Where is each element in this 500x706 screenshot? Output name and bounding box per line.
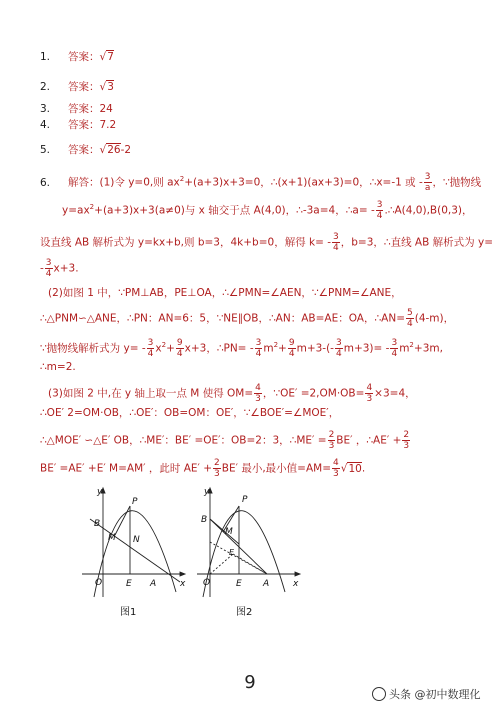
fraction (376, 200, 384, 221)
label-m: M (225, 527, 233, 537)
text: x (155, 342, 162, 355)
denominator: 3 (255, 394, 261, 404)
label-b: B (94, 519, 101, 529)
text: (4-m)， (414, 312, 455, 325)
label-o: O (203, 578, 211, 588)
line-pm (115, 506, 130, 535)
text: .∴A(4,0),B(0,3)， (384, 204, 473, 217)
answer-label: 答案： (68, 103, 100, 115)
text: m+3-(- (296, 342, 334, 355)
toutiao-logo-icon (372, 687, 386, 701)
answer-label: 答案： (68, 51, 100, 63)
denominator: 3 (214, 469, 220, 479)
text: BE′ ，∴AE′ + (336, 434, 402, 447)
label-p: P (132, 497, 138, 507)
numerator: 9 (288, 338, 295, 348)
parabola (94, 511, 176, 597)
text: ∴△MOE′ ∽△E′ OB，∴ME′：BE′ =OE′：OB=2：3，∴ME′ = (40, 434, 327, 447)
label-p: P (242, 495, 248, 505)
denominator: 4 (333, 243, 339, 253)
label-y: y (97, 487, 103, 497)
q6-line-6 (40, 308, 454, 329)
fraction (328, 430, 336, 451)
q6-line-12: BE′ =AE′ +E′ M=AM′ ，此时 AE′ + $\frac{2}{3}$ BE′ 最小,最小值=AM= $\frac{4}{3}$ √10. (40, 458, 366, 479)
label-b: B (201, 515, 208, 525)
watermark (372, 686, 481, 702)
text: (2)如图 1 中，∵PM⊥AB，PE⊥OA，∴∠PMN=∠AEN，∵∠PNM=∠ANE， (48, 287, 402, 299)
text: x+3，∴PN= - (184, 342, 254, 355)
fraction (335, 338, 343, 359)
text: ，∵OE′ =2,OM·OB= (262, 387, 365, 400)
superscript: 2 (273, 341, 279, 349)
denominator: 3 (403, 441, 410, 451)
superscript: 2 (89, 203, 95, 211)
q6-line-4 (40, 258, 79, 279)
text: +3m, (413, 342, 443, 355)
answer-suffix: -2 (120, 144, 132, 156)
label-e: E (126, 579, 132, 589)
answer-value: 3 (107, 81, 114, 93)
text: +(a+3)x+3=0，∴(x+1)(ax+3)=0，∴x=-1 或 - (184, 176, 423, 189)
fraction (424, 172, 432, 193)
denominator: 4 (147, 349, 154, 359)
denominator: 3 (333, 469, 339, 479)
denominator: 4 (176, 349, 183, 359)
q6-line-8 (40, 360, 76, 374)
answer-label: 答案： (68, 119, 100, 131)
text: x+3. (53, 262, 79, 275)
numerator: 3 (333, 232, 339, 242)
answer-value: 7.2 (99, 119, 117, 131)
text: + (278, 342, 287, 355)
text: - (40, 262, 44, 275)
fraction (254, 383, 262, 404)
q6-line-9 (48, 383, 416, 404)
label-x: x (293, 579, 299, 589)
superscript: 2 (179, 175, 185, 183)
numerator: 3 (376, 200, 383, 210)
answer-label: 答案： (68, 81, 100, 93)
q6-line-7 (40, 338, 443, 359)
fraction (406, 308, 414, 329)
answer-num: 4. (40, 119, 51, 131)
text: ∵抛物线解析式为 y= - (40, 342, 146, 355)
fraction (288, 338, 296, 359)
label-m: M (108, 533, 116, 543)
text: . (361, 462, 366, 475)
label-o: O (95, 578, 103, 588)
text: ∴m=2. (40, 361, 76, 373)
numerator: 3 (391, 338, 398, 348)
label-x: x (180, 579, 186, 589)
text: m+3)= - (343, 342, 390, 355)
line-oe (210, 554, 233, 574)
text: 解答：(1)令 y=0,则 ax (68, 176, 180, 189)
q6-line-1 (40, 172, 481, 193)
answer-num: 2. (40, 81, 51, 93)
superscript: 2 (409, 341, 414, 349)
q6-line-2 (62, 200, 473, 221)
fraction (332, 232, 340, 253)
denominator: 3 (366, 394, 373, 404)
figure-1-caption: 图1 (120, 607, 137, 618)
numerator: 5 (407, 308, 413, 318)
answer-label: 答案： (68, 144, 100, 156)
superscript: 2 (161, 341, 167, 349)
text: ×3=4， (374, 387, 416, 400)
fraction (332, 458, 340, 479)
figure-2-caption: 图2 (236, 607, 253, 618)
fraction (365, 383, 373, 404)
text: 10 (348, 462, 362, 475)
figure-1 (80, 482, 190, 602)
q6-num: 6. (40, 176, 51, 189)
q6-line-5 (48, 286, 402, 300)
text: ，b=3，∴直线 AB 解析式为 y= (340, 236, 493, 249)
answer-value: 26 (107, 144, 121, 156)
page-number: 9 (244, 672, 256, 693)
numerator: 2 (328, 430, 335, 440)
answer-5: 5. 答案：√26-2 (40, 144, 132, 156)
numerator: 4 (255, 383, 261, 393)
answer-3 (40, 102, 113, 116)
text: m (399, 342, 410, 355)
text: + (166, 342, 175, 355)
q6-line-11 (40, 430, 411, 451)
numerator: 4 (333, 458, 339, 468)
fraction (255, 338, 263, 359)
text: BE′ =AE′ +E′ M=AM′ ，此时 AE′ + (40, 462, 213, 475)
answer-num: 3. (40, 103, 51, 115)
fraction (390, 338, 398, 359)
denominator: 4 (288, 349, 295, 359)
numerator: 3 (255, 338, 262, 348)
numerator: 3 (45, 258, 52, 268)
numerator: 3 (335, 338, 342, 348)
text: (3)如图 2 中,在 y 轴上取一点 M 使得 OM= (48, 387, 254, 400)
answer-value: 7 (107, 51, 114, 63)
label-n: N (133, 535, 140, 545)
numerator: 2 (403, 430, 410, 440)
text: ，∵抛物线 (432, 176, 482, 189)
denominator: a (424, 183, 431, 193)
text: ∴△PNM∽△ANE，∴PN：AN=6：5，∵NE∥OB，∴AN：AB=AE：OA，∴AN= (40, 312, 405, 325)
text: m (263, 342, 274, 355)
line-ab (90, 519, 180, 582)
numerator: 2 (214, 458, 220, 468)
answer-num: 5. (40, 144, 51, 156)
label-y: y (204, 487, 210, 497)
label-e-prime: E (229, 548, 235, 557)
fraction (45, 258, 53, 279)
answer-2: 2. 答案：√3 (40, 81, 114, 93)
answer-4 (40, 118, 116, 132)
denominator: 4 (407, 319, 413, 329)
text: BE′ 最小,最小值=AM= (221, 462, 332, 475)
watermark-text: 头条 @初中数理化 (389, 688, 481, 701)
label-a: A (150, 579, 157, 589)
fraction (402, 430, 410, 451)
label-e: E (236, 579, 242, 589)
fraction (147, 338, 155, 359)
text: +(a+3)x+3(a≠0)与 x 轴交于点 A(4,0)，∴-3a=4，∴a= - (94, 204, 375, 217)
denominator: 3 (328, 441, 335, 451)
numerator: 3 (147, 338, 154, 348)
x-axis-arrow (180, 572, 185, 576)
answer-1: 1. 答案：√7 (40, 51, 114, 63)
fraction (213, 458, 221, 479)
denominator: 4 (391, 349, 398, 359)
answer-num: 1. (40, 51, 51, 63)
numerator: 4 (366, 383, 373, 393)
denominator: 4 (335, 349, 342, 359)
text: ∴OE′ 2=OM·OB，∴OE′：OB=OM：OE′，∵∠BOE′=∠MOE′， (40, 407, 340, 419)
text: 设直线 AB 解析式为 y=kx+b,则 b=3，4k+b=0，解得 k= - (40, 236, 332, 249)
figure-2 (195, 482, 305, 602)
q6-line-3 (40, 232, 493, 253)
answer-value: 24 (99, 103, 113, 115)
text: y=ax (62, 204, 90, 217)
x-axis-arrow (295, 572, 300, 576)
q6-line-10 (40, 406, 339, 420)
numerator: 9 (176, 338, 183, 348)
label-a: A (263, 579, 270, 589)
denominator: 4 (376, 211, 383, 221)
numerator: 3 (424, 172, 431, 182)
fraction (176, 338, 184, 359)
denominator: 4 (45, 269, 52, 279)
denominator: 4 (255, 349, 262, 359)
